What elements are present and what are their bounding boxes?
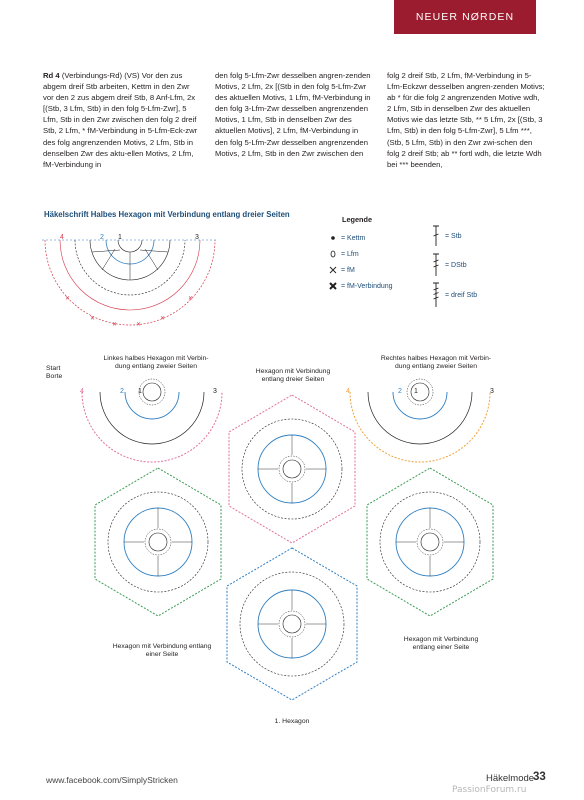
section-title: NEUER NØRDEN <box>415 11 515 23</box>
text-column-2-body: den folg 5-Lfm-Zwr desselben angren-zenden Motivs, 2 Lfm, 2x [(Stb in den folg 5-Lfm-Zwr des aktuellen Motivs, 1 Lfm, fM-Verbindung in den folg 3-Lfm-Zwr desselben angrenzenden Motivs, 1 Lfm, Stb in denselben Zwr des aktuellen Motivs], 2 Lfm, fM-Verbindung in den folg 5-Lfm-Zwr desselben angrenzenden Motivs, 2 Lfm, Stb in den Zwr zwischen den <box>215 71 371 158</box>
svg-text:1: 1 <box>414 388 418 395</box>
svg-text:2: 2 <box>398 388 402 395</box>
magazine-name: Häkelmode <box>486 773 535 784</box>
legend-label: = Kettm <box>341 234 366 242</box>
svg-text:1: 1 <box>138 388 142 395</box>
half-hexagon-chart <box>42 240 218 328</box>
first-hexagon-label: 1. Hexagon <box>274 718 310 725</box>
legend-label: = dreif Stb <box>445 291 478 299</box>
svg-text:3: 3 <box>213 388 217 395</box>
svg-text:✕: ✕ <box>112 322 118 328</box>
left-bottom-hexagon-label: Hexagon mit Verbindung entlang einer Seite <box>112 643 212 658</box>
round-label: Rd 4 <box>43 71 60 80</box>
svg-text:3: 3 <box>490 388 494 395</box>
right-half-hexagon-label: Rechtes halbes Hexagon mit Verbin-dung entlang zweier Seiten <box>380 355 492 370</box>
text-column-3-body: folg 2 dreif Stb, 2 Lfm, fM-Verbindung in 5-Lfm-Eckzwr desselben angren-zenden Motivs; ab * für die folg 2 angrenzenden Motive wdh, 2 Lfm, Stb in denselben Zwr des aktuellen Motivs wie das letzte Stb, ** 5 Lfm, 2x [(Stb, 3 Lfm, Stb) in den folg 5-Lfm-Zwr], 5 Lfm ***, (Stb, 5 Lfm, Stb) in den Zwr zwi-schen den folg 2 dreif Stb; ab ** fortl wdh, die letzte Wdh bei *** beenden, <box>387 71 545 169</box>
start-label: Start Borte <box>46 365 63 380</box>
chart-title: Häkelschrift Halbes Hexagon mit Verbindung entlang dreier Seiten <box>44 210 290 219</box>
svg-text:1: 1 <box>118 234 122 241</box>
svg-text:3: 3 <box>195 234 199 241</box>
svg-text:✕: ✕ <box>90 316 96 322</box>
svg-text:4: 4 <box>346 388 350 395</box>
legend-label: = DStb <box>445 261 467 269</box>
svg-text:✕: ✕ <box>136 322 142 328</box>
svg-text:2: 2 <box>120 388 124 395</box>
svg-text:✕: ✕ <box>188 296 194 302</box>
legend-label: = fM-Verbindung <box>341 282 393 290</box>
left-half-hexagon-label: Linkes halbes Hexagon mit Verbin-dung entlang zweier Seiten <box>103 355 209 370</box>
svg-text:✕: ✕ <box>65 296 71 302</box>
watermark: PassionForum.ru <box>452 785 527 795</box>
svg-text:4: 4 <box>60 234 64 241</box>
legend-title: Legende <box>342 215 373 224</box>
legend-label: = Lfm <box>341 250 359 258</box>
legend-label: = fM <box>341 266 355 274</box>
svg-text:4: 4 <box>80 388 84 395</box>
text-column-1-body: (Verbindungs-Rd) (VS) Vor den zus abgem dreif Stb arbeiten, Kettm in den Zwr vor den 2 zus abgem dreif Stb, 8 Anf-Lfm, 2x [(Stb, 3 Lfm, Stb) in den folg 5-Lfm-Zwr], 5 Lfm, Stb in den Zwr zwischen den folg 2 dreif Stb, 2 Lfm, * fM-Verbindung in 5-Lfm-Eck-zwr des folg angrenzenden Motivs, 2 Lfm, Stb in denselben Zwr des aktu-ellen Motivs, 2 Lfm, fM-Verbindung in <box>43 71 198 169</box>
legend-label: = Stb <box>445 232 462 240</box>
svg-text:2: 2 <box>100 234 104 241</box>
footer-url: www.facebook.com/SimplyStricken <box>46 775 178 785</box>
right-bottom-hexagon-label: Hexagon mit Verbindung entlang einer Seite <box>403 636 479 651</box>
svg-text:✕: ✕ <box>160 316 166 322</box>
center-hexagon-label: Hexagon mit Verbindung entlang dreier Seiten <box>255 368 331 383</box>
page-number: 33 <box>533 771 546 783</box>
